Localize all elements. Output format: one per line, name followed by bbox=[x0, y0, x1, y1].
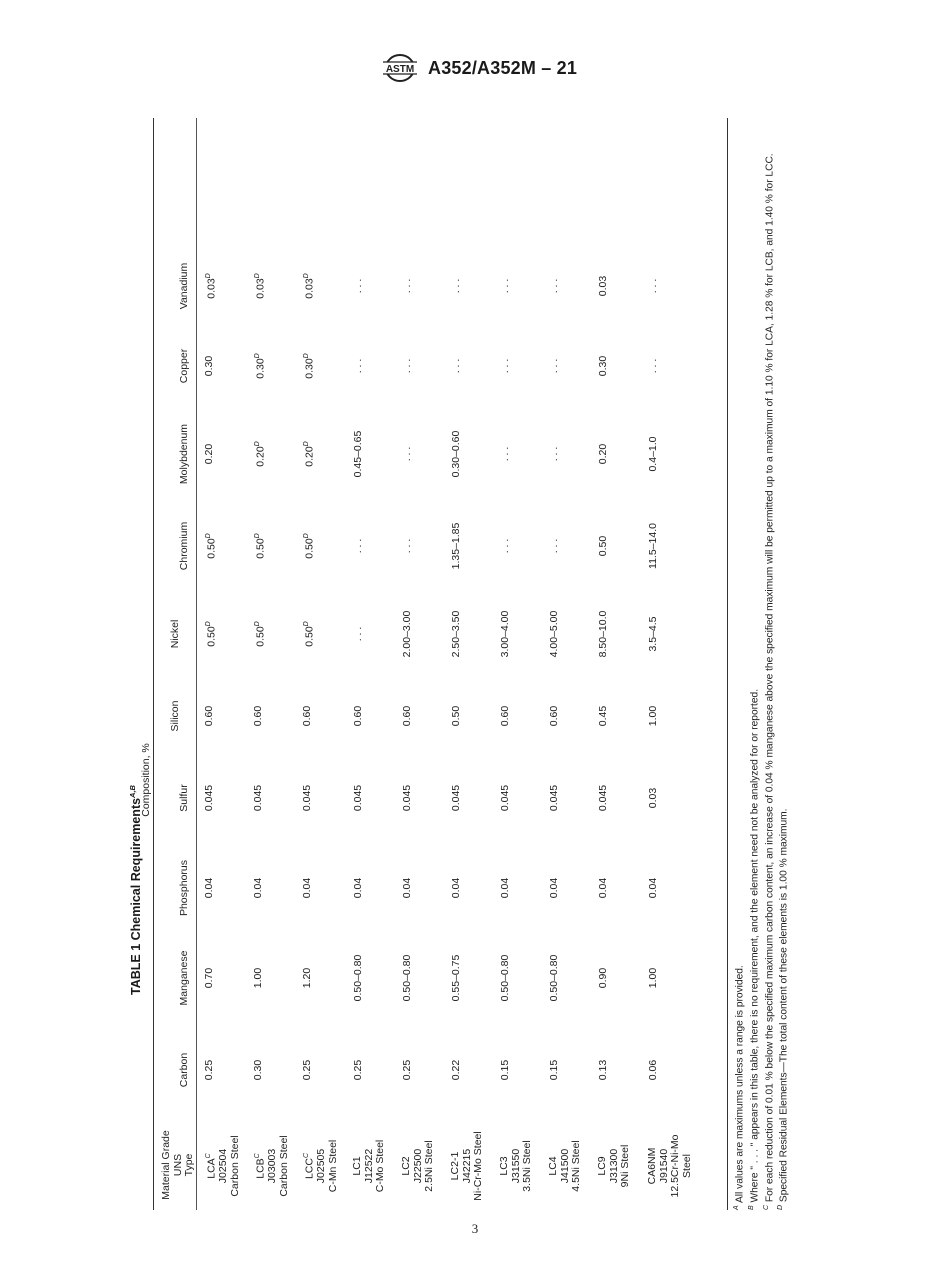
footnote-mark: D bbox=[205, 533, 212, 539]
composition-group-header: Composition, % bbox=[140, 743, 152, 817]
grade-column-header bbox=[161, 1120, 196, 1210]
value-cell-phosphorus: 0.04 bbox=[401, 877, 413, 899]
uns-number: J03003 bbox=[266, 1148, 278, 1184]
value-cell-sulfur: 0.045 bbox=[352, 784, 364, 812]
value-cell-molybdenum: 0.20 bbox=[203, 443, 215, 465]
value-cell-carbon: 0.15 bbox=[548, 1059, 560, 1081]
value-cell-chromium: . . . bbox=[401, 538, 413, 554]
value-cell-copper: 0.30 bbox=[597, 355, 609, 377]
value-cell-phosphorus: 0.04 bbox=[548, 877, 560, 899]
value-cell-nickel: $0.50^D$ bbox=[303, 621, 316, 647]
uns-number: J31300 bbox=[607, 1148, 620, 1184]
value-cell-chromium: . . . bbox=[352, 538, 364, 554]
value-cell-manganese: 0.50–0.80 bbox=[548, 954, 560, 1002]
value-cell-phosphorus: 0.04 bbox=[301, 877, 313, 899]
astm-logo-text: ASTM bbox=[385, 64, 415, 75]
value-cell-carbon: 0.25 bbox=[301, 1059, 313, 1081]
table-bottom-rule bbox=[727, 118, 728, 1210]
uns-number: J31550 bbox=[509, 1148, 522, 1184]
grade-cell bbox=[401, 1122, 436, 1210]
steel-type: Ni-Cr-Mo Steel bbox=[472, 1131, 484, 1201]
grade-name: $LCA^C$ bbox=[205, 1153, 218, 1179]
table-top-rule bbox=[153, 118, 154, 1210]
footnote-mark: D bbox=[254, 621, 261, 627]
value-cell-phosphorus: 0.04 bbox=[352, 877, 364, 899]
footnote-mark: D bbox=[254, 353, 261, 359]
grade-cell bbox=[352, 1122, 387, 1210]
uns-number: J91540 bbox=[657, 1148, 670, 1184]
value-cell-silicon: 0.60 bbox=[252, 705, 264, 727]
value-cell-vanadium: . . . bbox=[450, 278, 462, 294]
column-header-silicon: Silicon bbox=[169, 700, 181, 732]
value-cell-silicon: 0.50 bbox=[450, 705, 462, 727]
footnote-mark: D bbox=[777, 1204, 785, 1210]
footnote-mark: D bbox=[205, 621, 212, 627]
value-cell-carbon: 0.13 bbox=[597, 1059, 609, 1081]
footnote-mark: D bbox=[303, 441, 310, 447]
value-cell-phosphorus: 0.04 bbox=[203, 877, 215, 899]
value-cell-nickel: 2.00–3.00 bbox=[401, 610, 413, 658]
column-header-nickel: Nickel bbox=[169, 619, 181, 649]
value-cell-vanadium: $0.03^D$ bbox=[303, 273, 316, 299]
value-cell-manganese: 0.50–0.80 bbox=[499, 954, 511, 1002]
value-cell-sulfur: 0.045 bbox=[450, 784, 462, 812]
value-cell-vanadium: . . . bbox=[647, 278, 659, 294]
grade-name: $LCC^C$ bbox=[303, 1152, 316, 1180]
column-header-chromium: Chromium bbox=[178, 521, 190, 571]
steel-type: 3.5Ni Steel bbox=[521, 1140, 533, 1192]
value-cell-copper: $0.30^D$ bbox=[303, 353, 316, 379]
value-cell-molybdenum: 0.30–0.60 bbox=[450, 430, 462, 478]
value-cell-nickel: $0.50^D$ bbox=[205, 621, 218, 647]
value-cell-silicon: 0.60 bbox=[301, 705, 313, 727]
value-cell-chromium: . . . bbox=[499, 538, 511, 554]
footnote-mark: A bbox=[733, 1205, 740, 1210]
value-cell-copper: 0.30 bbox=[203, 355, 215, 377]
value-cell-sulfur: 0.03 bbox=[647, 787, 659, 809]
value-cell-silicon: 0.60 bbox=[499, 705, 511, 727]
value-cell-molybdenum: 0.45–0.65 bbox=[352, 430, 364, 478]
value-cell-vanadium: . . . bbox=[401, 278, 413, 294]
footnote-mark: D bbox=[303, 533, 310, 539]
value-cell-molybdenum: . . . bbox=[401, 446, 413, 462]
value-cell-sulfur: 0.045 bbox=[548, 784, 560, 812]
value-cell-sulfur: 0.045 bbox=[301, 784, 313, 812]
grade-name: LC2 bbox=[400, 1156, 412, 1176]
value-cell-phosphorus: 0.04 bbox=[450, 877, 462, 899]
value-cell-molybdenum: $0.20^D$ bbox=[254, 441, 267, 467]
table-footnotes bbox=[731, 118, 790, 1210]
value-cell-vanadium: $0.03^D$ bbox=[254, 273, 267, 299]
standard-designation: A352/A352M – 21 bbox=[428, 57, 578, 78]
value-cell-vanadium: 0.03 bbox=[597, 275, 609, 297]
column-header-phosphorus: Phosphorus bbox=[178, 859, 190, 917]
value-cell-carbon: 0.30 bbox=[252, 1059, 264, 1081]
grade-name: LC1 bbox=[351, 1156, 363, 1176]
steel-type: 4.5Ni Steel bbox=[570, 1140, 582, 1192]
value-cell-manganese: 0.90 bbox=[597, 967, 609, 989]
value-cell-chromium: $0.50^D$ bbox=[303, 533, 316, 559]
footnote-mark: D bbox=[254, 533, 261, 539]
value-cell-nickel: $0.50^D$ bbox=[254, 621, 267, 647]
steel-type: C-Mo Steel bbox=[374, 1139, 386, 1193]
page-header bbox=[380, 50, 577, 86]
value-cell-chromium: $0.50^D$ bbox=[254, 533, 267, 559]
steel-type: 2.5Ni Steel bbox=[423, 1140, 435, 1192]
value-cell-molybdenum: 0.4–1.0 bbox=[647, 436, 659, 472]
value-cell-chromium: 0.50 bbox=[597, 535, 609, 557]
value-cell-molybdenum: . . . bbox=[548, 446, 560, 462]
value-cell-copper: . . . bbox=[499, 358, 511, 374]
astm-logo-icon bbox=[380, 53, 420, 83]
value-cell-sulfur: 0.045 bbox=[252, 784, 264, 812]
grade-cell bbox=[499, 1122, 534, 1210]
grade-header-line: Type bbox=[183, 1153, 195, 1177]
value-cell-chromium: 1.35–1.85 bbox=[450, 522, 462, 570]
grade-cell bbox=[450, 1122, 485, 1210]
value-cell-carbon: 0.15 bbox=[499, 1059, 511, 1081]
table-header-rule bbox=[196, 118, 197, 1210]
uns-number: J02504 bbox=[217, 1148, 229, 1184]
grade-name: LC9 bbox=[596, 1156, 608, 1176]
footnote-text: Specified Residual Elements—The total content of these elements is 1.00 % maximum. bbox=[778, 808, 790, 1203]
value-cell-nickel: 8.50–10.0 bbox=[597, 610, 609, 658]
grade-cell bbox=[548, 1122, 583, 1210]
value-cell-carbon: 0.25 bbox=[401, 1059, 413, 1081]
value-cell-nickel: 3.00–4.00 bbox=[499, 610, 511, 658]
column-header-manganese: Manganese bbox=[178, 950, 190, 1006]
footnote-mark: D bbox=[303, 621, 310, 627]
value-cell-vanadium: . . . bbox=[499, 278, 511, 294]
value-cell-nickel: 3.5–4.5 bbox=[647, 616, 659, 652]
value-cell-sulfur: 0.045 bbox=[597, 784, 609, 812]
grade-header-line: UNS bbox=[171, 1153, 184, 1177]
value-cell-phosphorus: 0.04 bbox=[252, 877, 264, 899]
value-cell-silicon: 0.60 bbox=[352, 705, 364, 727]
grade-cell bbox=[597, 1122, 632, 1210]
value-cell-carbon: 0.06 bbox=[647, 1059, 659, 1081]
footnote-a bbox=[731, 118, 746, 1210]
value-cell-silicon: 0.45 bbox=[597, 705, 609, 727]
value-cell-carbon: 0.25 bbox=[203, 1059, 215, 1081]
steel-type: 9Ni Steel bbox=[619, 1144, 631, 1188]
grade-name: LC2-1 bbox=[449, 1151, 461, 1181]
footnote-mark: C bbox=[762, 1204, 770, 1210]
column-header-vanadium: Vanadium bbox=[178, 262, 190, 310]
value-cell-carbon: 0.22 bbox=[450, 1059, 462, 1081]
grade-cell bbox=[301, 1122, 339, 1210]
footnote-mark: C bbox=[254, 1153, 261, 1159]
value-cell-chromium: $0.50^D$ bbox=[205, 533, 218, 559]
steel-type: Carbon Steel bbox=[228, 1135, 241, 1197]
value-cell-sulfur: 0.045 bbox=[401, 784, 413, 812]
value-cell-silicon: 1.00 bbox=[647, 705, 659, 727]
value-cell-nickel: . . . bbox=[352, 626, 364, 642]
value-cell-nickel: 2.50–3.50 bbox=[450, 610, 462, 658]
value-cell-manganese: 0.70 bbox=[203, 967, 215, 989]
uns-number: J12522 bbox=[362, 1148, 375, 1184]
footnote-b bbox=[746, 118, 761, 1210]
grade-cell bbox=[647, 1122, 693, 1210]
value-cell-molybdenum: $0.20^D$ bbox=[303, 441, 316, 467]
table-title-footnote-marks: A,B bbox=[128, 785, 137, 798]
grade-cell bbox=[252, 1122, 290, 1210]
footnote-mark: D bbox=[205, 273, 212, 279]
uns-number: J22500 bbox=[411, 1148, 424, 1184]
footnote-mark: C bbox=[205, 1153, 212, 1159]
footnote-text: Where " . . . " appears in this table, there is no requirement, and the element need not be analyzed for or reported. bbox=[749, 688, 761, 1203]
footnote-c bbox=[761, 118, 776, 1210]
column-header-molybdenum: Molybdenum bbox=[178, 423, 190, 485]
footnote-mark: B bbox=[747, 1205, 755, 1210]
table-sheet bbox=[128, 95, 803, 1210]
footnote-mark: D bbox=[303, 353, 310, 359]
value-cell-chromium: . . . bbox=[548, 538, 560, 554]
value-cell-carbon: 0.25 bbox=[352, 1059, 364, 1081]
value-cell-sulfur: 0.045 bbox=[203, 784, 215, 812]
value-cell-nickel: 4.00–5.00 bbox=[548, 610, 560, 658]
value-cell-phosphorus: 0.04 bbox=[647, 877, 659, 899]
value-cell-copper: $0.30^D$ bbox=[254, 353, 267, 379]
footnote-text: For each reduction of 0.01 % below the specified maximum carbon content, an increase of 0.04 % manganese above the specified maximum will be permitted up to a maximum of 1.10 % for LCA, 1.28 % for LCB, and 1.40 % for LCC. bbox=[763, 153, 775, 1203]
uns-number: J41500 bbox=[558, 1148, 571, 1184]
footnote-mark: D bbox=[254, 273, 261, 279]
value-cell-phosphorus: 0.04 bbox=[499, 877, 511, 899]
value-cell-manganese: 1.00 bbox=[252, 967, 264, 989]
footnote-mark: C bbox=[303, 1152, 310, 1159]
value-cell-silicon: 0.60 bbox=[401, 705, 413, 727]
value-cell-copper: . . . bbox=[548, 358, 560, 374]
column-header-copper: Copper bbox=[178, 348, 190, 384]
value-cell-chromium: 11.5–14.0 bbox=[647, 523, 659, 569]
value-cell-manganese: 1.20 bbox=[301, 967, 313, 989]
uns-number: J02505 bbox=[315, 1148, 327, 1184]
value-cell-copper: . . . bbox=[352, 358, 364, 374]
value-cell-molybdenum: 0.20 bbox=[597, 443, 609, 465]
value-cell-molybdenum: . . . bbox=[499, 446, 511, 462]
steel-type: Carbon Steel bbox=[277, 1135, 290, 1197]
value-cell-copper: . . . bbox=[647, 358, 659, 374]
grade-name: LC4 bbox=[547, 1156, 559, 1176]
uns-number: J42215 bbox=[460, 1148, 473, 1184]
value-cell-phosphorus: 0.04 bbox=[597, 877, 609, 899]
grade-cell bbox=[203, 1122, 241, 1210]
table-title: TABLE 1 Chemical Requirements$^{A,B}$ bbox=[128, 785, 144, 995]
footnote-text: All values are maximums unless a range is provided. bbox=[734, 965, 746, 1204]
value-cell-manganese: 1.00 bbox=[647, 967, 659, 989]
footnote-mark: D bbox=[303, 273, 310, 279]
column-header-carbon: Carbon bbox=[178, 1052, 190, 1088]
column-header-sulfur: Sulfur bbox=[178, 784, 190, 812]
value-cell-manganese: 0.55–0.75 bbox=[450, 954, 462, 1002]
value-cell-copper: . . . bbox=[450, 358, 462, 374]
value-cell-vanadium: . . . bbox=[548, 278, 560, 294]
footnote-d bbox=[775, 118, 790, 1210]
value-cell-silicon: 0.60 bbox=[548, 705, 560, 727]
grade-name: LC3 bbox=[498, 1156, 510, 1176]
value-cell-vanadium: $0.03^D$ bbox=[205, 273, 218, 299]
value-cell-manganese: 0.50–0.80 bbox=[352, 954, 364, 1002]
page-number: 3 bbox=[471, 1221, 479, 1236]
value-cell-silicon: 0.60 bbox=[203, 705, 215, 727]
steel-type: C-Mn Steel bbox=[326, 1139, 339, 1193]
value-cell-sulfur: 0.045 bbox=[499, 784, 511, 812]
steel-type: 12.5Cr-Ni-Mo Steel bbox=[669, 1134, 693, 1198]
grade-header-line: Material Grade bbox=[160, 1130, 172, 1200]
value-cell-vanadium: . . . bbox=[352, 278, 364, 294]
grade-name: CA6NM bbox=[646, 1147, 658, 1185]
value-cell-manganese: 0.50–0.80 bbox=[401, 954, 413, 1002]
grade-name: $LCB^C$ bbox=[254, 1153, 267, 1179]
footnote-mark: D bbox=[254, 441, 261, 447]
value-cell-copper: . . . bbox=[401, 358, 413, 374]
